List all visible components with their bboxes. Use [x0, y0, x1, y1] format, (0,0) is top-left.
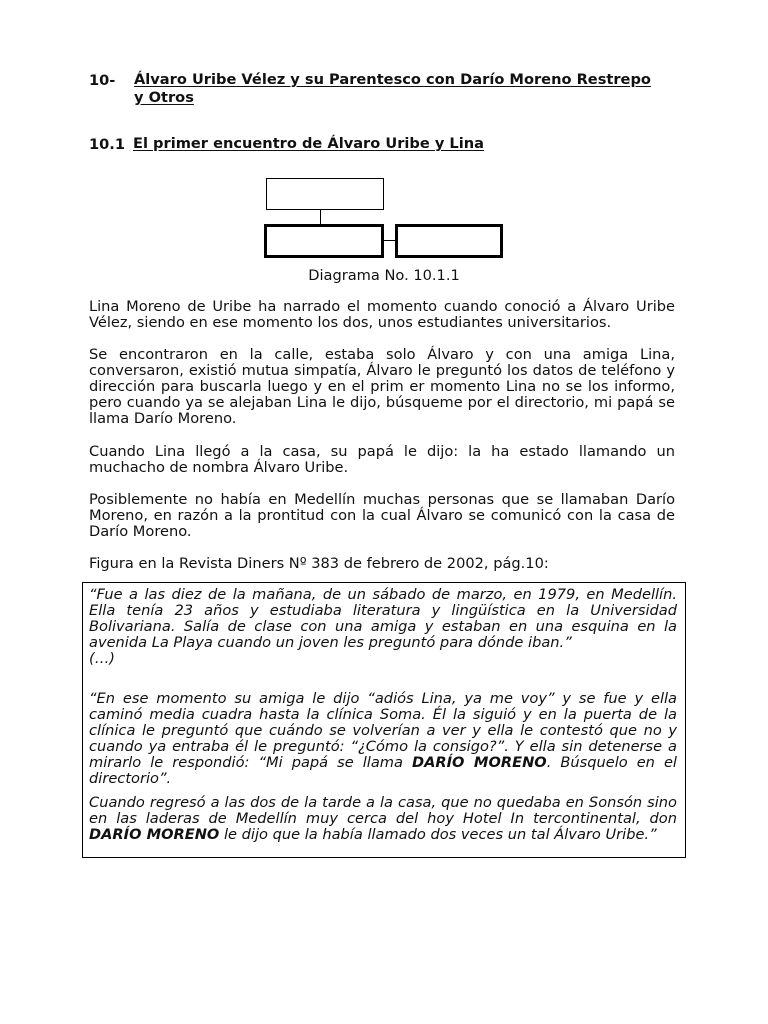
- quote-paragraph-2-text-b: . Búsquelo en el directorio”.: [89, 754, 677, 787]
- paragraph-1: Lina Moreno de Uribe ha narrado el momento cuando conoció a Álvaro Uribe Vélez, siendo en ese momento los dos, unos estudiantes universitarios.: [89, 298, 675, 331]
- quote-paragraph-1: “Fue a las diez de la mañana, de un sábado de marzo, en 1979, en Medellín. Ella tenía 23 años y estudiaba literatura y lingüística en la Universidad Bolivariana. Salía de clase con una amiga y estaban en una esquina en la avenida La Playa cuando un joven les preguntó para dónde iban.”: [89, 586, 677, 651]
- paragraph-5: Figura en la Revista Diners Nº 383 de febrero de 2002, pág.10:: [89, 555, 549, 572]
- paragraph-3: Cuando Lina llegó a la casa, su papá le dijo: la ha estado llamando un muchacho de nombra Álvaro Uribe.: [89, 443, 675, 476]
- quote-paragraph-2-text-a: “En ese momento su amiga le dijo “adiós Lina, ya me voy” y se fue y ella caminó media cuadra hasta la clínica Soma. Él la siguió y en la puerta de la clínica le preguntó que cuándo se volverían a ver y ella le contestó que no y cuando ya entraba él le preguntó: “¿Cómo la consigo?”. Y ella sin detenerse a mirarlo le respondió: “Mi papá se llama: [89, 690, 677, 771]
- paragraph-2: Se encontraron en la calle, estaba solo Álvaro y con una amiga Lina, conversaron, existió mutua simpatía, Álvaro le preguntó los datos de teléfono y dirección para buscarla luego y en el prim er momento Lina no se los informo, pero cuando ya se alejaban Lina le dijo, búsqueme por el directorio, mi papá se llama Darío Moreno.: [89, 346, 675, 427]
- quote-paragraph-3-text-a: Cuando regresó a las dos de la tarde a la casa, que no quedaba en Sonsón sino en las laderas de Medellín muy cerca del hoy Hotel In tercontinental, don: [89, 794, 677, 827]
- quote-paragraph-3-text-b: le dijo que la había llamado dos veces un tal Álvaro Uribe.”: [219, 826, 657, 843]
- subsection-number: 10.1: [89, 136, 126, 153]
- diagram-box-top: [266, 178, 384, 210]
- section-title: [134, 71, 694, 107]
- subsection-title: El primer encuentro de Álvaro Uribe y Lina: [133, 135, 484, 152]
- quote-box: [82, 582, 686, 858]
- paragraph-4: Posiblemente no había en Medellín muchas personas que se llamaban Darío Moreno, en razón a la prontitud con la cual Álvaro se comunicó con la casa de Darío Moreno.: [89, 491, 675, 540]
- quote-ellipsis: (…): [89, 650, 115, 667]
- diagram-box-right: [395, 224, 503, 258]
- diagram-connector-horizontal: [384, 240, 395, 241]
- diagram-connector-vertical: [320, 210, 321, 224]
- quote-paragraph-3-bold-name: DARÍO MORENO: [89, 826, 220, 843]
- diagram-caption: Diagrama No. 10.1.1: [308, 267, 460, 284]
- section-title-line2: y Otros: [134, 89, 194, 106]
- quote-paragraph-2: [89, 691, 677, 787]
- diagram-box-left: [264, 224, 384, 258]
- section-title-line1: Álvaro Uribe Vélez y su Parentesco con Darío Moreno Restrepo: [134, 71, 651, 88]
- quote-paragraph-2-bold-name: DARÍO MORENO: [411, 754, 547, 771]
- quote-paragraph-3: [89, 795, 677, 843]
- section-number: 10-: [89, 72, 116, 89]
